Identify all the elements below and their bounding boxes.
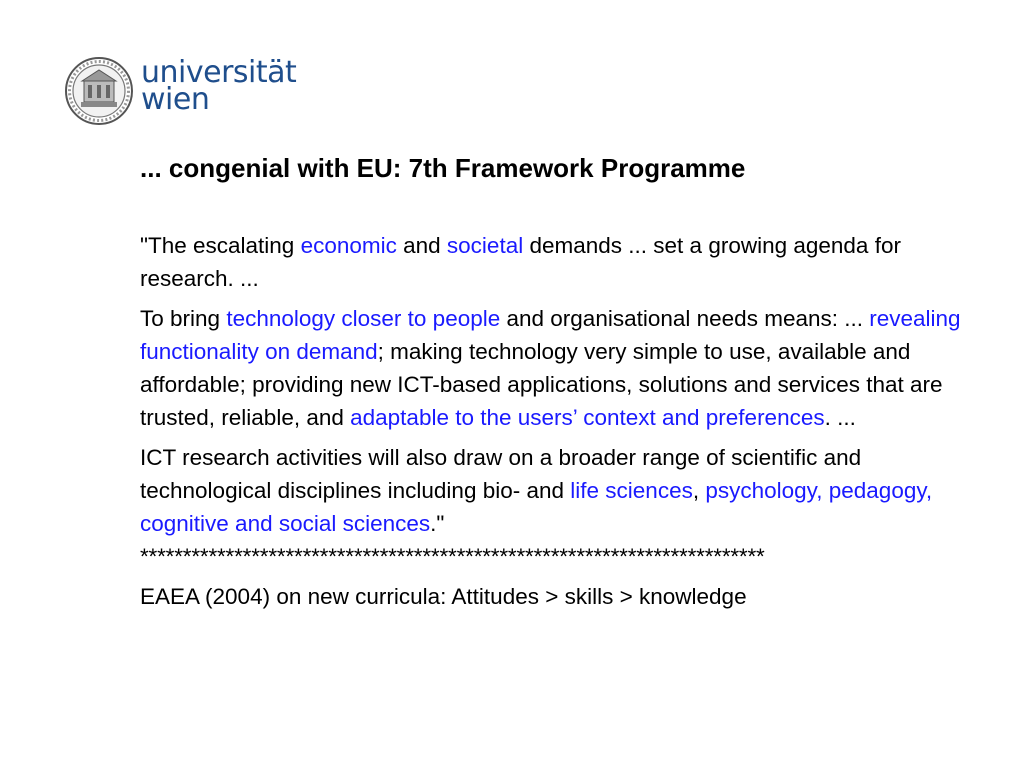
paragraph-eaea: EAEA (2004) on new curricula: Attitudes > skills > knowledge	[140, 584, 747, 609]
text-run: To bring	[140, 306, 227, 331]
slide-title: ... congenial with EU: 7th Framework Programme	[140, 153, 746, 183]
paragraph-ict-research	[140, 441, 980, 540]
wordmark-line-2: wien	[141, 82, 210, 117]
university-logo	[64, 56, 314, 128]
highlight-disciplines: psychology, pedagogy, cognitive and social sciences	[140, 478, 933, 536]
separator-line: *************************************************************************	[140, 544, 765, 569]
highlight-technology-closer: technology closer to people	[226, 306, 501, 331]
text-run: and organisational needs means: ...	[500, 306, 870, 331]
text-run: demands ... set a growing agenda for research. ...	[140, 233, 901, 291]
text-run: . ...	[824, 405, 856, 430]
university-seal-icon	[64, 56, 134, 126]
university-wordmark	[141, 55, 297, 117]
paragraph-escalating-demands	[140, 229, 980, 295]
text-run: ; making technology very simple to use, available and affordable; providing new ICT-based applications, solutions and services that are trusted, reliable, and	[140, 339, 943, 430]
slide-body	[140, 229, 980, 613]
highlight-functionality-on-demand: revealing functionality on demand	[140, 306, 961, 364]
text-run: ,	[692, 478, 706, 503]
text-run: and	[396, 233, 447, 258]
highlight-societal: societal	[446, 233, 524, 258]
text-run: ICT research activities will also draw on a broader range of scientific and technological disciplines including bio- and	[140, 445, 862, 503]
paragraph-technology-closer	[140, 302, 980, 434]
wordmark-line-1: universität	[141, 55, 297, 90]
highlight-adaptable: adaptable to the users’ context and preferences	[350, 405, 825, 430]
highlight-life-sciences: life sciences	[570, 478, 693, 503]
text-run: ."	[430, 511, 445, 536]
highlight-economic: economic	[300, 233, 397, 258]
text-run: "The escalating	[140, 233, 301, 258]
